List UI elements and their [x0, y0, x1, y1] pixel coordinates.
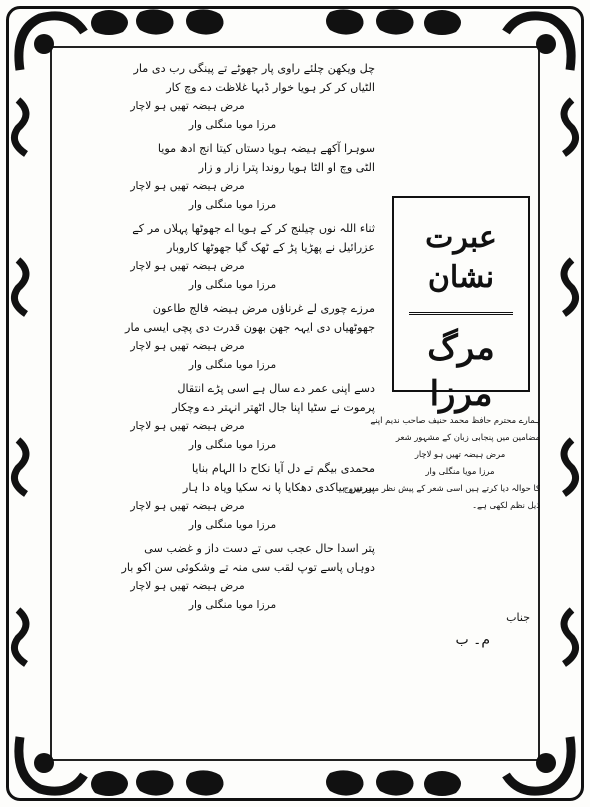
signature — [420, 608, 530, 652]
title-line-2: مرگ مرزا — [427, 328, 495, 414]
refrain-line: مرزا مویا منگلی وار — [188, 118, 277, 131]
stanza — [60, 460, 375, 534]
refrain-line: مرض ہیضہ تھیں ہو لاچار — [130, 500, 245, 512]
verse-line: الٹی وچ او الٹا ہویا روندا پترا زار و زار — [198, 160, 375, 174]
title-box — [392, 196, 530, 414]
side-ornaments-right — [564, 100, 576, 664]
corner-ornament-bottom-right — [506, 737, 571, 791]
verse-line: عزرائیل نے پھڑیا پڑ کے ٹھک گیا جھوٹھا کاروبار — [167, 240, 375, 254]
note-quoted-line: مرزا مویا منگلی وار — [425, 466, 495, 476]
refrain-line: مرض ہیضہ تھیں ہو لاچار — [130, 100, 245, 112]
verse-line: چل ویکھن چلئے راوی پار جھوٹے تے پینگی رب دی مار — [133, 62, 375, 75]
bottom-scroll-ornaments — [91, 770, 461, 796]
verse-line: دوہاں پاسے توپ لقب سی منہ تے وشکوئی سن اکو بار — [121, 560, 375, 574]
stanza — [60, 220, 375, 294]
verse-line: پتر اسدا حال عجب سی تے دست داز و غضب سی — [144, 542, 375, 555]
stanza — [60, 140, 375, 214]
verse-line: دسے اپنی عمر دے سال ہے اسی پڑے انتقال — [177, 382, 375, 395]
verse-line: الٹیاں کر کر ہویا خوار ڈبہا غلاظت دے وچ کار — [166, 80, 375, 94]
note-quoted-line: مرض ہیضہ تھیں ہو لاچار — [414, 449, 506, 459]
side-ornaments-left — [14, 100, 26, 664]
title-line-1: عبرت نشان — [425, 220, 497, 295]
note-line: مضامین میں پنجابی زبان کے مشہور شعر — [395, 432, 540, 442]
corner-ornament-top-right — [506, 16, 571, 70]
top-scroll-ornaments — [91, 9, 461, 35]
refrain-line: مرض ہیضہ تھیں ہو لاچار — [130, 580, 245, 592]
verse-line: مرزے چوری لے غرناؤں مرض ہیضہ فالج طاعون — [152, 302, 375, 315]
refrain-line: مرزا مویا منگلی وار — [188, 518, 277, 531]
author-note — [343, 412, 540, 514]
signature-honorific: جناب — [506, 611, 530, 624]
refrain-line: مرزا مویا منگلی وار — [188, 278, 277, 291]
stanza — [60, 300, 375, 374]
stanza — [60, 540, 375, 614]
refrain-line: مرزا مویا منگلی وار — [188, 438, 277, 451]
title-divider — [409, 312, 513, 315]
signature-initials: م۔ ب — [455, 632, 490, 648]
note-line: ہمارے محترم حافظ محمد حنیف صاحب ندیم اپنے — [370, 415, 540, 425]
note-line: کا حوالہ دیا کرتے ہیں اسی شعر کے پیش نظر میں نے وج — [343, 483, 540, 493]
note-line: ذیل نظم لکھی ہے۔ — [472, 500, 540, 510]
verse-line: ثناء اللہ نوں چیلنج کر کے ہویا اے جھوٹھا پہلاں مر کے — [132, 222, 375, 235]
refrain-line: مرزا مویا منگلی وار — [188, 598, 277, 611]
refrain-line: مرض ہیضہ تھیں ہو لاچار — [130, 260, 245, 272]
stanza — [60, 60, 375, 134]
refrain-line: مرض ہیضہ تھیں ہو لاچار — [130, 340, 245, 352]
verse-line: محمدی بیگم تے دل آیا نکاح دا الہام بنایا — [191, 462, 375, 475]
refrain-line: مرزا مویا منگلی وار — [188, 358, 277, 371]
refrain-line: مرض ہیضہ تھیں ہو لاچار — [130, 420, 245, 432]
poem-column — [60, 60, 375, 755]
verse-line: جھوٹھیاں دی ایہہ جھن بھون قدرت دی پچی ایسی مار — [125, 320, 375, 334]
refrain-line: مرض ہیضہ تھیں ہو لاچار — [130, 180, 245, 192]
verse-line: پرموت نے سٹیا اپنا جال اٹھتر انہتر دے وچکار — [172, 400, 375, 414]
verse-line: پیرس بیاکدی دھکایا پا نہ سکیا ویاہ دا ہار — [182, 480, 375, 494]
verse-line: سوہرا آکھے ہیضہ ہویا دستاں کیتا انج ادھ مویا — [157, 142, 375, 155]
stanza — [60, 380, 375, 454]
refrain-line: مرزا مویا منگلی وار — [188, 198, 277, 211]
